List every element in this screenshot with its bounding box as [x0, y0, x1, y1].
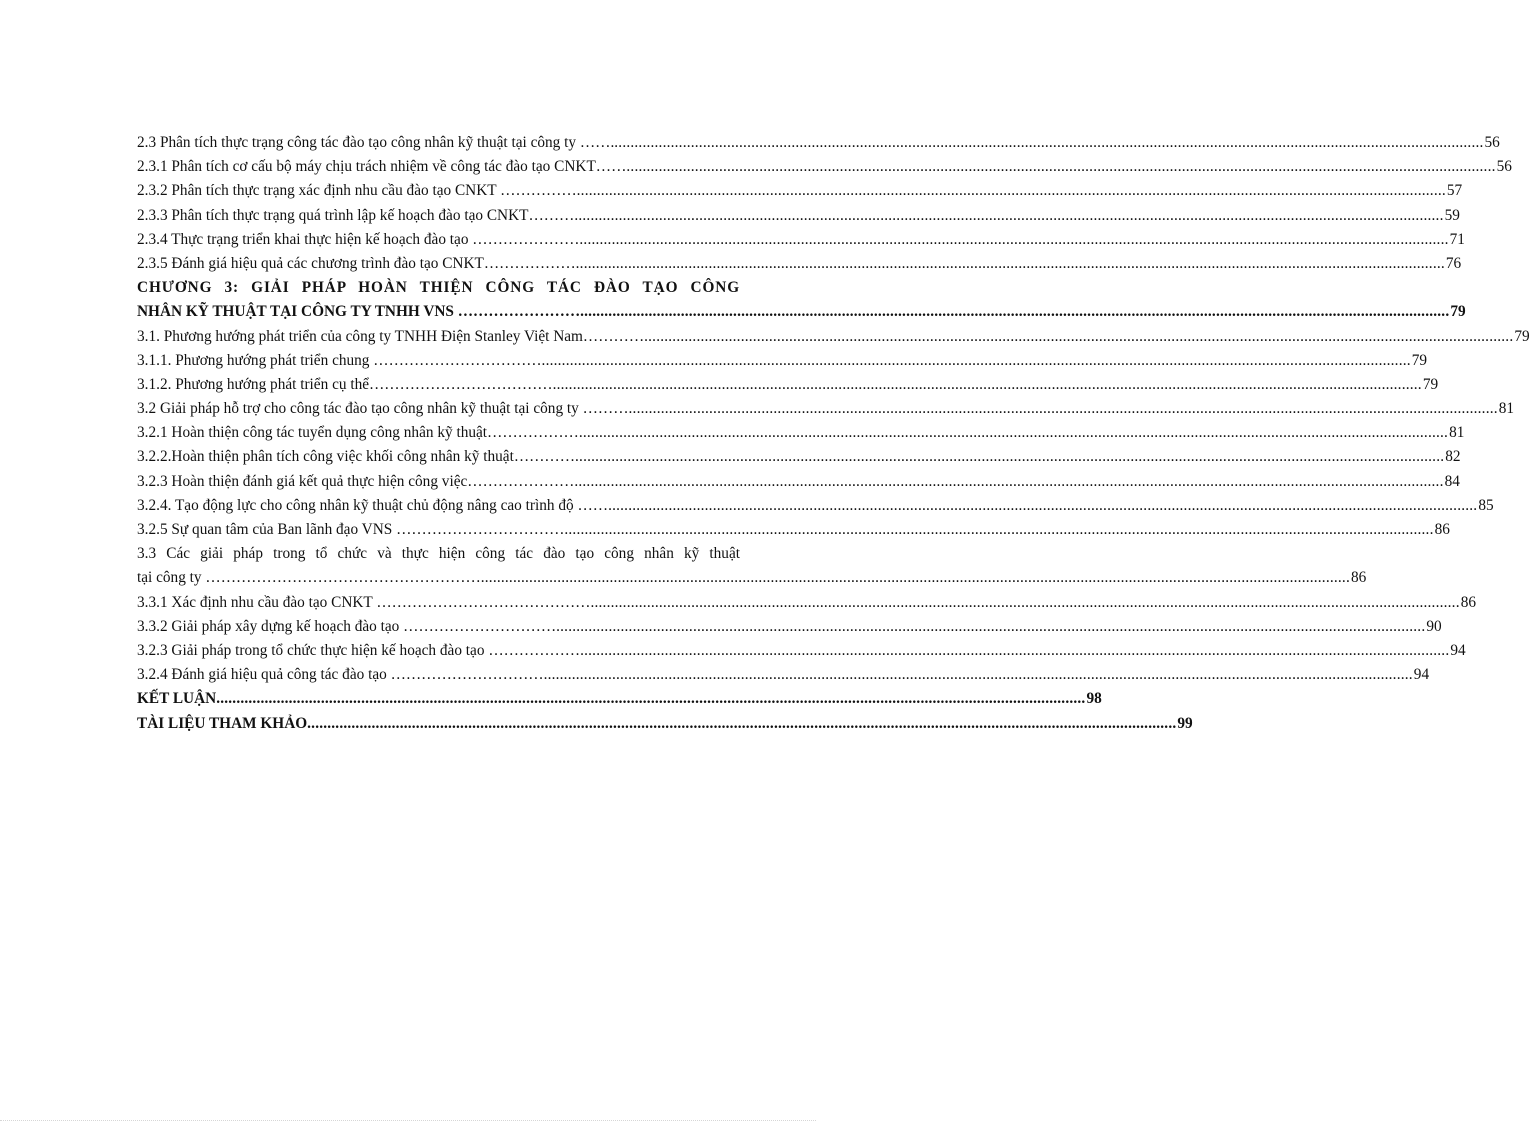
toc-entry-title: 2.3 Phân tích thực trạng công tác đào tạo công nhân kỹ thuật tại công ty ……. [137, 134, 615, 151]
page-bottom-border [0, 1120, 816, 1121]
toc-entry[interactable] [137, 179, 1463, 203]
toc-leader-dots [542, 349, 1411, 373]
toc-entry-page: 56 [1484, 134, 1500, 151]
toc-entry-title: 3.1. Phương hướng phát triển của công ty TNHH Điện Stanley Việt Nam………… [137, 327, 645, 345]
toc-leader-dots [574, 204, 1443, 228]
toc-entry-page: 81 [1449, 424, 1465, 442]
toc-leader-dots [556, 615, 1425, 639]
toc-leader-dots [307, 712, 1176, 736]
toc-leader-dots [626, 155, 1495, 179]
toc-entry-page: 86 [1350, 569, 1367, 587]
toc-entry-page: 71 [1449, 230, 1465, 248]
toc-entry[interactable] [137, 397, 1515, 421]
toc-section-3-3[interactable] [137, 542, 1367, 590]
toc-entry-page: 56 [1496, 158, 1512, 176]
toc-entry[interactable] [137, 349, 1428, 373]
toc-leader-dots [544, 663, 1413, 687]
toc-entry-title: 2.3.3 Phân tích thực trạng quá trình lập kế hoạch đào tạo CNKT……… [137, 206, 575, 224]
toc-entry-page: 82 [1445, 448, 1461, 466]
toc-entry-page: 79 [1422, 375, 1439, 393]
toc-entry-title: 3.3.2 Giải pháp xây dựng kế hoạch đào tạo ………………………… [137, 617, 557, 635]
toc-entry[interactable] [137, 494, 1494, 518]
toc-entry-title: 3.1.2. Phương hướng phát triển cụ thể……………………………… [137, 375, 553, 393]
toc-entry-page: 94 [1413, 666, 1430, 684]
toc-entry-page: 94 [1450, 641, 1466, 659]
chapter-3-title-line2: NHÂN KỸ THUẬT TẠI CÔNG TY TNHH VNS …………………… [137, 303, 581, 321]
toc-entry-page: 81 [1498, 400, 1515, 418]
toc-entry-title: 3.2.1 Hoàn thiện công tác tuyển dụng công nhân kỹ thuật……………… [137, 424, 579, 442]
toc-entry-page: 79 [1411, 351, 1428, 369]
toc-chapter-3[interactable] [137, 276, 1466, 324]
toc-entry[interactable] [137, 518, 1450, 542]
toc-entry-references[interactable] [137, 712, 1193, 736]
toc-entry-title: 3.2.5 Sự quan tâm của Ban lãnh đạo VNS …………………………… [137, 521, 565, 538]
toc-entry[interactable] [137, 591, 1477, 615]
toc-leader-dots [644, 325, 1513, 349]
toc-entry-title: 2.3.2 Phân tích thực trạng xác định nhu cầu đào tạo CNKT …………… [137, 182, 577, 200]
toc-leader-dots [576, 252, 1445, 276]
toc-entry[interactable] [137, 639, 1466, 663]
toc-entry[interactable] [137, 615, 1442, 639]
toc-leader-dots [608, 494, 1477, 518]
toc-entry[interactable] [137, 252, 1462, 276]
toc-entry-page: 90 [1426, 617, 1442, 635]
toc-entry-page: 99 [1177, 714, 1193, 732]
toc-entry-page: 76 [1445, 254, 1462, 272]
toc-entry-title: 3.2.2.Hoàn thiện phân tích công việc khối công nhân kỹ thuật………… [137, 448, 576, 466]
toc-entry-title: 2.3.4 Thực trạng triển khai thực hiện kế hoạch đào tạo ………………… [137, 230, 580, 248]
toc-entry[interactable] [137, 445, 1461, 469]
toc-entry[interactable] [137, 421, 1465, 445]
toc-leader-dots [574, 470, 1443, 494]
toc-entry-page: 86 [1434, 521, 1450, 538]
toc-entry-page: 57 [1446, 182, 1463, 200]
toc-leader-dots [580, 639, 1449, 663]
section-3-3-title-line1: 3.3 Các giải pháp trong tổ chức và thực hiện công tác đào tạo công nhân kỹ thuật [137, 545, 740, 563]
toc-leader-dots [629, 397, 1498, 421]
toc-entry-title: KẾT LUẬN [137, 690, 217, 708]
toc-leader-dots [577, 179, 1446, 203]
toc-leader-dots [575, 445, 1444, 469]
toc-entry-title: 3.2.4 Đánh giá hiệu quả công tác đào tạo ………………………… [137, 666, 544, 684]
toc-leader-dots [590, 591, 1459, 615]
toc-entry[interactable] [137, 325, 1530, 349]
toc-entry-page: 98 [1086, 690, 1102, 708]
toc-leader-dots [553, 373, 1422, 397]
toc-entry[interactable] [137, 228, 1465, 252]
toc-leader-dots [580, 300, 1449, 324]
toc-entry-title: 2.3.1 Phân tích cơ cấu bộ máy chịu trách nhiệm về công tác đào tạo CNKT…… [137, 158, 627, 176]
toc-leader-dots [216, 687, 1085, 711]
chapter-3-title-line1: CHƯƠNG 3: GIẢI PHÁP HOÀN THIỆN CÔNG TÁC ĐÀO TẠO CÔNG [137, 279, 740, 297]
toc-entry-page: 85 [1478, 496, 1494, 514]
toc-entry-title: 3.2 Giải pháp hỗ trợ cho công tác đào tạo công nhân kỹ thuật tại công ty ……… [137, 400, 629, 418]
toc-leader-dots [579, 228, 1448, 252]
toc-entry[interactable] [137, 204, 1460, 228]
toc-entry-title: 3.3.1 Xác định nhu cầu đào tạo CNKT …………………………………… [137, 593, 591, 611]
toc-leader-dots [579, 421, 1448, 445]
toc-entry-title: 3.2.3 Giải pháp trong tổ chức thực hiện kế hoạch đào tạo ……………… [137, 641, 581, 659]
toc-entry-conclusion[interactable] [137, 687, 1102, 711]
toc-leader-dots [614, 131, 1483, 155]
toc-leader-dots [564, 518, 1433, 542]
toc-entry-page: 79 [1450, 303, 1466, 321]
toc-entry-page: 79 [1514, 327, 1530, 345]
toc-entry-title: 3.2.4. Tạo động lực cho công nhân kỹ thuật chủ động nâng cao trình độ …… [137, 496, 609, 514]
section-3-3-title-line2: tại công ty ……………………………………………… [137, 569, 481, 587]
toc-entry-title: 3.2.3 Hoàn thiện đánh giá kết quả thực hiện công việc………………… [137, 472, 575, 490]
toc-entry[interactable] [137, 663, 1430, 687]
toc-leader-dots [481, 566, 1350, 590]
toc-entry[interactable] [137, 155, 1512, 179]
table-of-contents [137, 131, 1530, 736]
toc-entry-page: 86 [1460, 593, 1477, 611]
toc-entry[interactable] [137, 131, 1500, 155]
toc-entry[interactable] [137, 470, 1460, 494]
toc-entry-title: TÀI LIỆU THAM KHẢO [137, 714, 308, 732]
toc-entry-title: 3.1.1. Phương hướng phát triển chung …………………………… [137, 351, 542, 369]
toc-entry-page: 59 [1444, 206, 1460, 224]
toc-entry-page: 84 [1444, 472, 1460, 490]
toc-entry[interactable] [137, 373, 1439, 397]
toc-entry-title: 2.3.5 Đánh giá hiệu quả các chương trình đào tạo CNKT……………… [137, 254, 576, 272]
